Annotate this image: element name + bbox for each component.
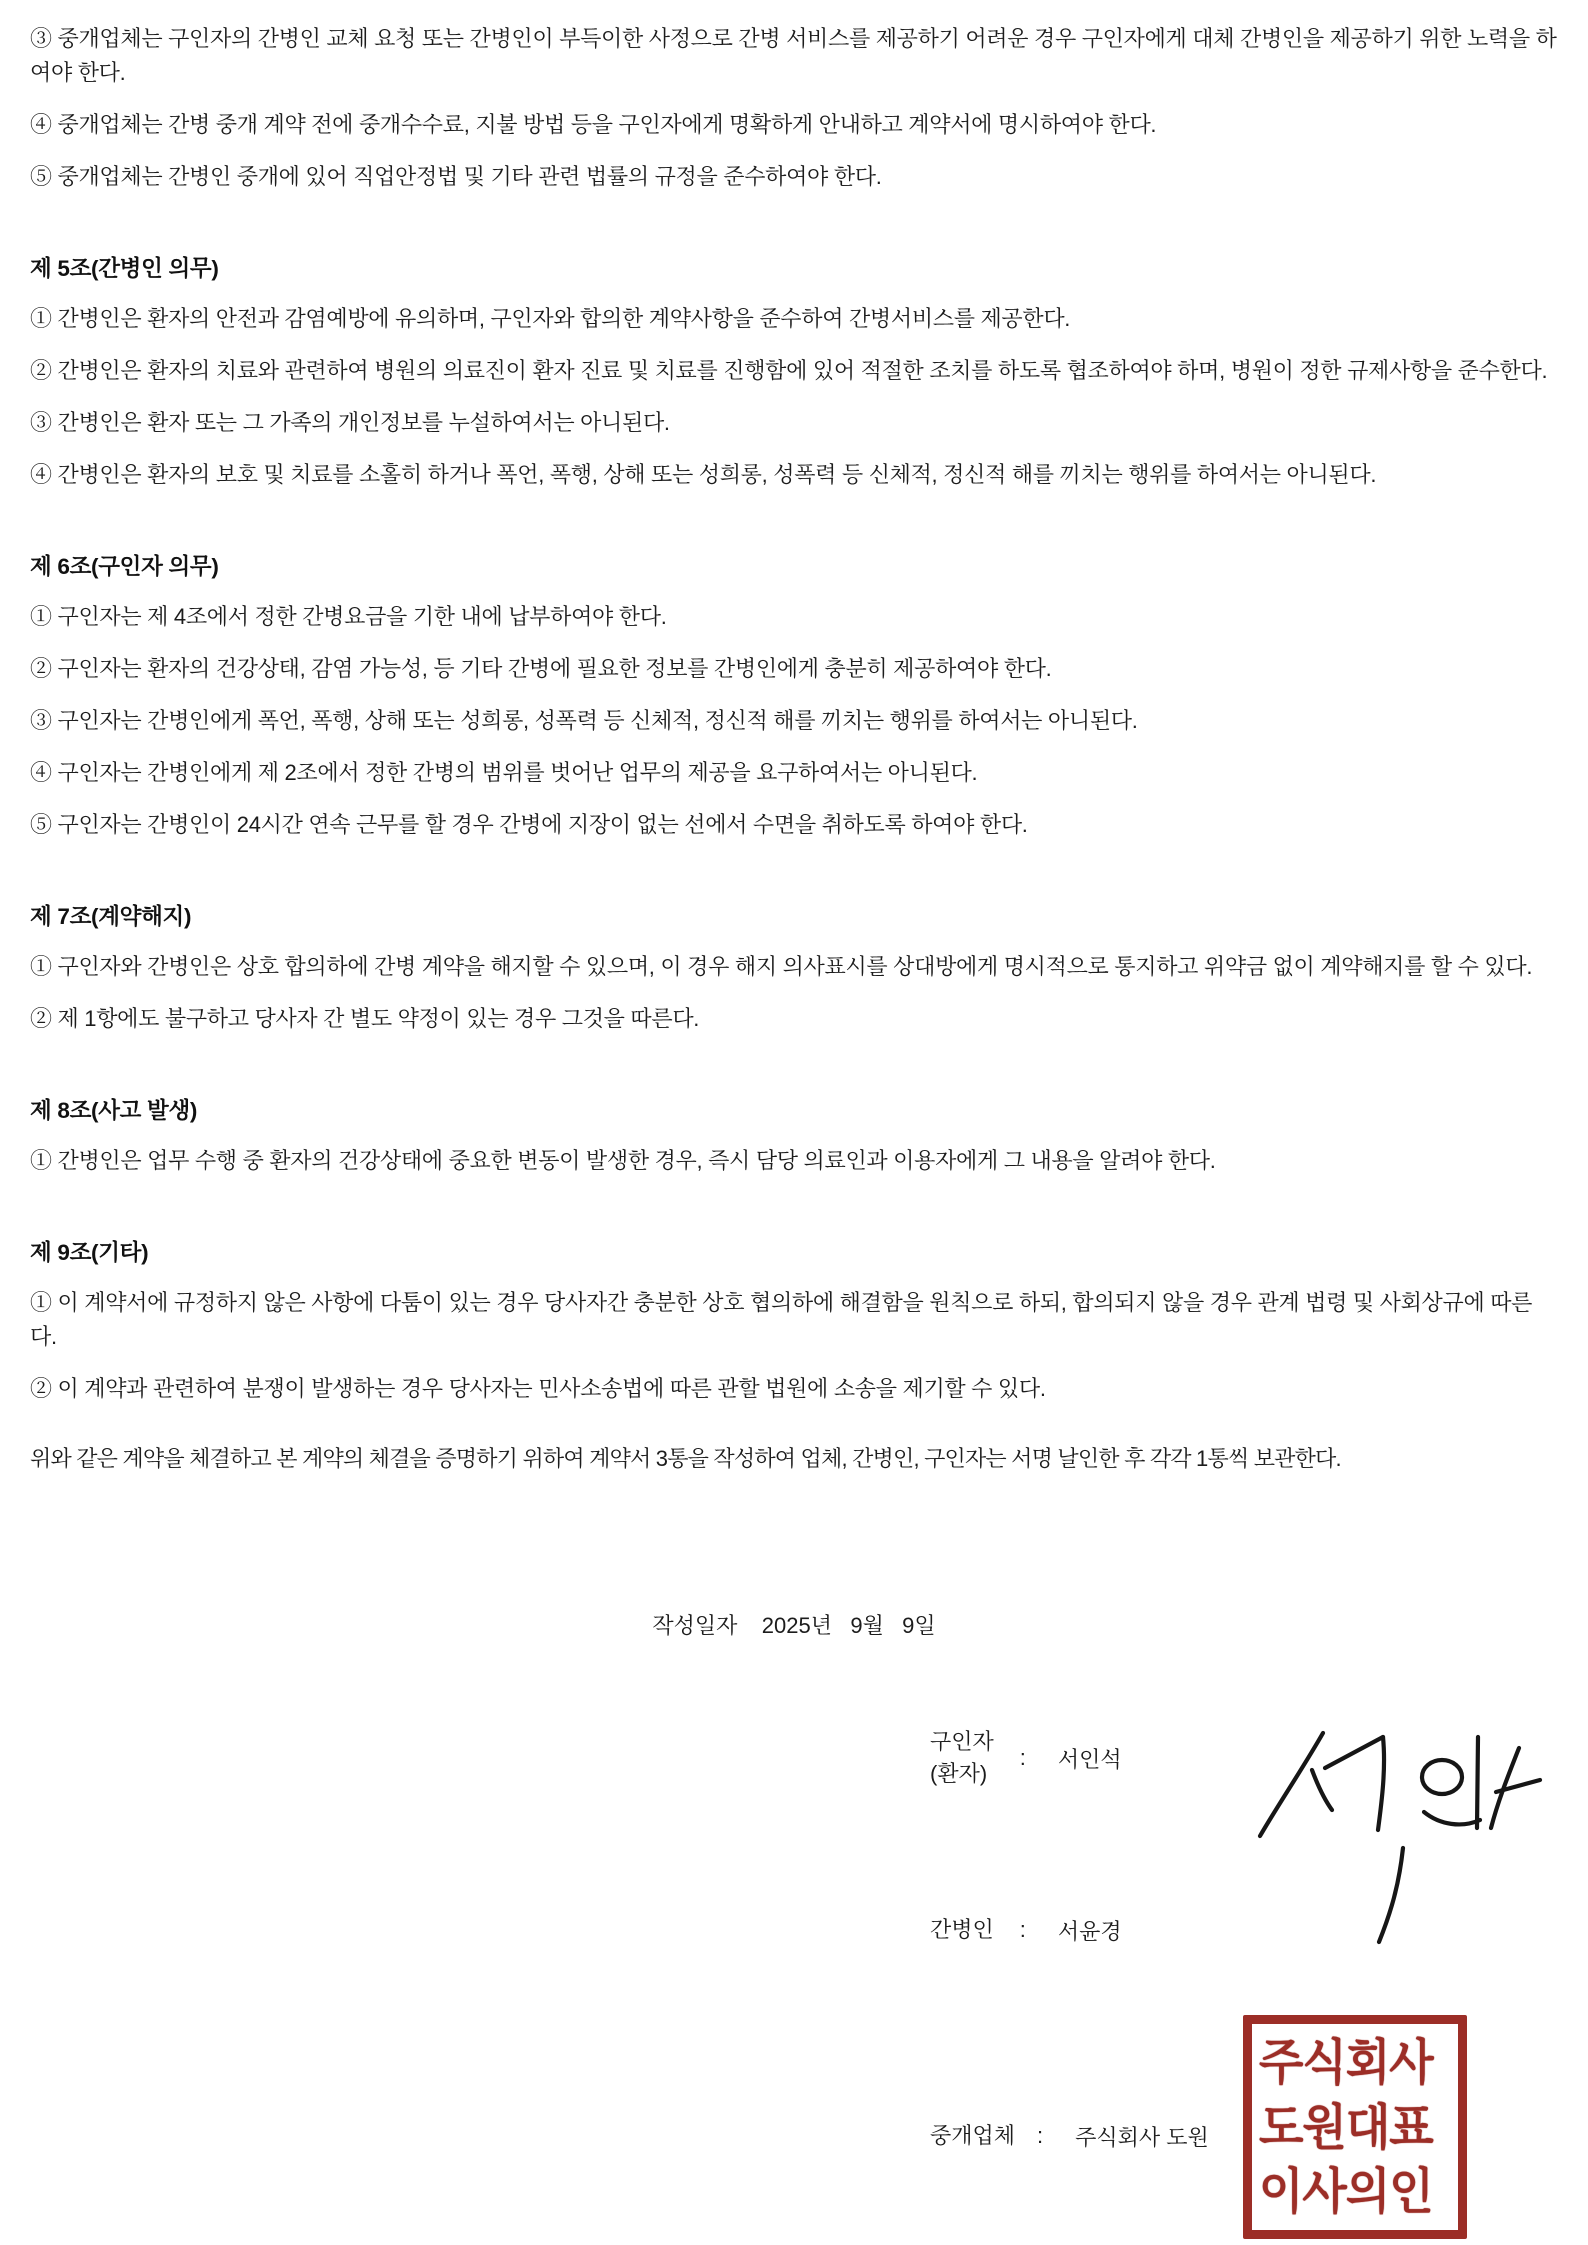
- clause: ③ 간병인은 환자 또는 그 가족의 개인정보를 누설하여서는 아니된다.: [30, 410, 670, 435]
- signer-name: 주식회사 도원: [1075, 2124, 1209, 2150]
- article-title: 제 9조(기타): [30, 1240, 149, 1265]
- article-9: [30, 1236, 1558, 1406]
- clause: ① 이 계약서에 규정하지 않은 사항에 다툼이 있는 경우 당사자간 충분한 상호 협의하에 해결함을 원칙으로 하되, 합의되지 않을 경우 관계 법령 및 사회상규에 따른다.: [30, 1290, 1533, 1349]
- signer-row-ganbyeong: [930, 1914, 1122, 1946]
- article-title: 제 5조(간병인 의무): [30, 256, 219, 281]
- clause: ④ 구인자는 간병인에게 제 2조에서 정한 간병의 범위를 벗어난 업무의 제공을 요구하여서는 아니된다.: [30, 760, 978, 785]
- date-line: 작성일자 2025년 9월 9일: [652, 1613, 936, 1638]
- seal-text-row: 도원대표: [1259, 2099, 1433, 2155]
- role-label-line1: 구인자: [930, 1729, 994, 1754]
- signer-row-guinja: [930, 1726, 1122, 1790]
- intro-clause: ⑤ 중개업체는 간병인 중개에 있어 직업안정법 및 기타 관련 법률의 규정을 준수하여야 한다.: [30, 164, 882, 189]
- clause: ① 구인자와 간병인은 상호 합의하에 간병 계약을 해지할 수 있으며, 이 경우 해지 의사표시를 상대방에게 명시적으로 통지하고 위약금 없이 계약해지를 할 수 있다.: [30, 954, 1533, 979]
- colon: :: [1037, 2123, 1044, 2148]
- article-6: [30, 550, 1558, 842]
- signer-name: 서인석: [1057, 1746, 1122, 1772]
- role-label: [930, 1726, 994, 1790]
- seal-text-row: 주식회사: [1259, 2034, 1433, 2090]
- article-title: 제 7조(계약해지): [30, 904, 192, 929]
- handwritten-signature: [1248, 1700, 1548, 1950]
- seal-text-row: 이사의인: [1259, 2164, 1433, 2220]
- colon: :: [1019, 1917, 1026, 1942]
- clause: ② 구인자는 환자의 건강상태, 감염 가능성, 등 기타 간병에 필요한 정보를 간병인에게 충분히 제공하여야 한다.: [30, 656, 1052, 681]
- clause: ① 간병인은 환자의 안전과 감염예방에 유의하며, 구인자와 합의한 계약사항을 준수하여 간병서비스를 제공한다.: [30, 306, 1071, 331]
- clause: ① 구인자는 제 4조에서 정한 간병요금을 기한 내에 납부하여야 한다.: [30, 604, 667, 629]
- closing-statement: 위와 같은 계약을 체결하고 본 계약의 체결을 증명하기 위하여 계약서 3통을 작성하여 업체, 간병인, 구인자는 서명 날인한 후 각각 1통씩 보관한다.: [30, 1446, 1341, 1471]
- article-title: 제 8조(사고 발생): [30, 1098, 198, 1123]
- clause: ③ 구인자는 간병인에게 폭언, 폭행, 상해 또는 성희롱, 성폭력 등 신체적, 정신적 해를 끼치는 행위를 하여서는 아니된다.: [30, 708, 1138, 733]
- clause: ② 이 계약과 관련하여 분쟁이 발생하는 경우 당사자는 민사소송법에 따른 관할 법원에 소송을 제기할 수 있다.: [30, 1376, 1046, 1401]
- role-label-line2: (환자): [930, 1761, 988, 1786]
- signer-name: 서윤경: [1057, 1918, 1122, 1944]
- clause: ② 간병인은 환자의 치료와 관련하여 병원의 의료진이 환자 진료 및 치료를 진행함에 있어 적절한 조치를 하도록 협조하여야 하며, 병원이 정한 규제사항을 준수한다.: [30, 358, 1548, 383]
- clause: ⑤ 구인자는 간병인이 24시간 연속 근무를 할 경우 간병에 지장이 없는 선에서 수면을 취하도록 하여야 한다.: [30, 812, 1028, 837]
- article-5: [30, 252, 1558, 492]
- article-title: 제 6조(구인자 의무): [30, 554, 219, 579]
- corporate-seal: [1243, 2015, 1467, 2239]
- role-label: 중개업체: [930, 2123, 1016, 2148]
- signer-row-jungae: [930, 2120, 1209, 2152]
- intro-clause: ④ 중개업체는 간병 중개 계약 전에 중개수수료, 지불 방법 등을 구인자에게 명확하게 안내하고 계약서에 명시하여야 한다.: [30, 112, 1157, 137]
- role-label: 간병인: [930, 1917, 994, 1942]
- clause: ④ 간병인은 환자의 보호 및 치료를 소홀히 하거나 폭언, 폭행, 상해 또는 성희롱, 성폭력 등 신체적, 정신적 해를 끼치는 행위를 하여서는 아니된다.: [30, 462, 1377, 487]
- article-7: [30, 900, 1558, 1036]
- colon: :: [1019, 1745, 1026, 1770]
- intro-clause: ③ 중개업체는 구인자의 간병인 교체 요청 또는 간병인이 부득이한 사정으로 간병 서비스를 제공하기 어려운 경우 구인자에게 대체 간병인을 제공하기 위한 노력을 하여야 한다.: [30, 26, 1557, 85]
- article-8: [30, 1094, 1558, 1178]
- clause: ② 제 1항에도 불구하고 당사자 간 별도 약정이 있는 경우 그것을 따른다.: [30, 1006, 700, 1031]
- clause: ① 간병인은 업무 수행 중 환자의 건강상태에 중요한 변동이 발생한 경우, 즉시 담당 의료인과 이용자에게 그 내용을 알려야 한다.: [30, 1148, 1216, 1173]
